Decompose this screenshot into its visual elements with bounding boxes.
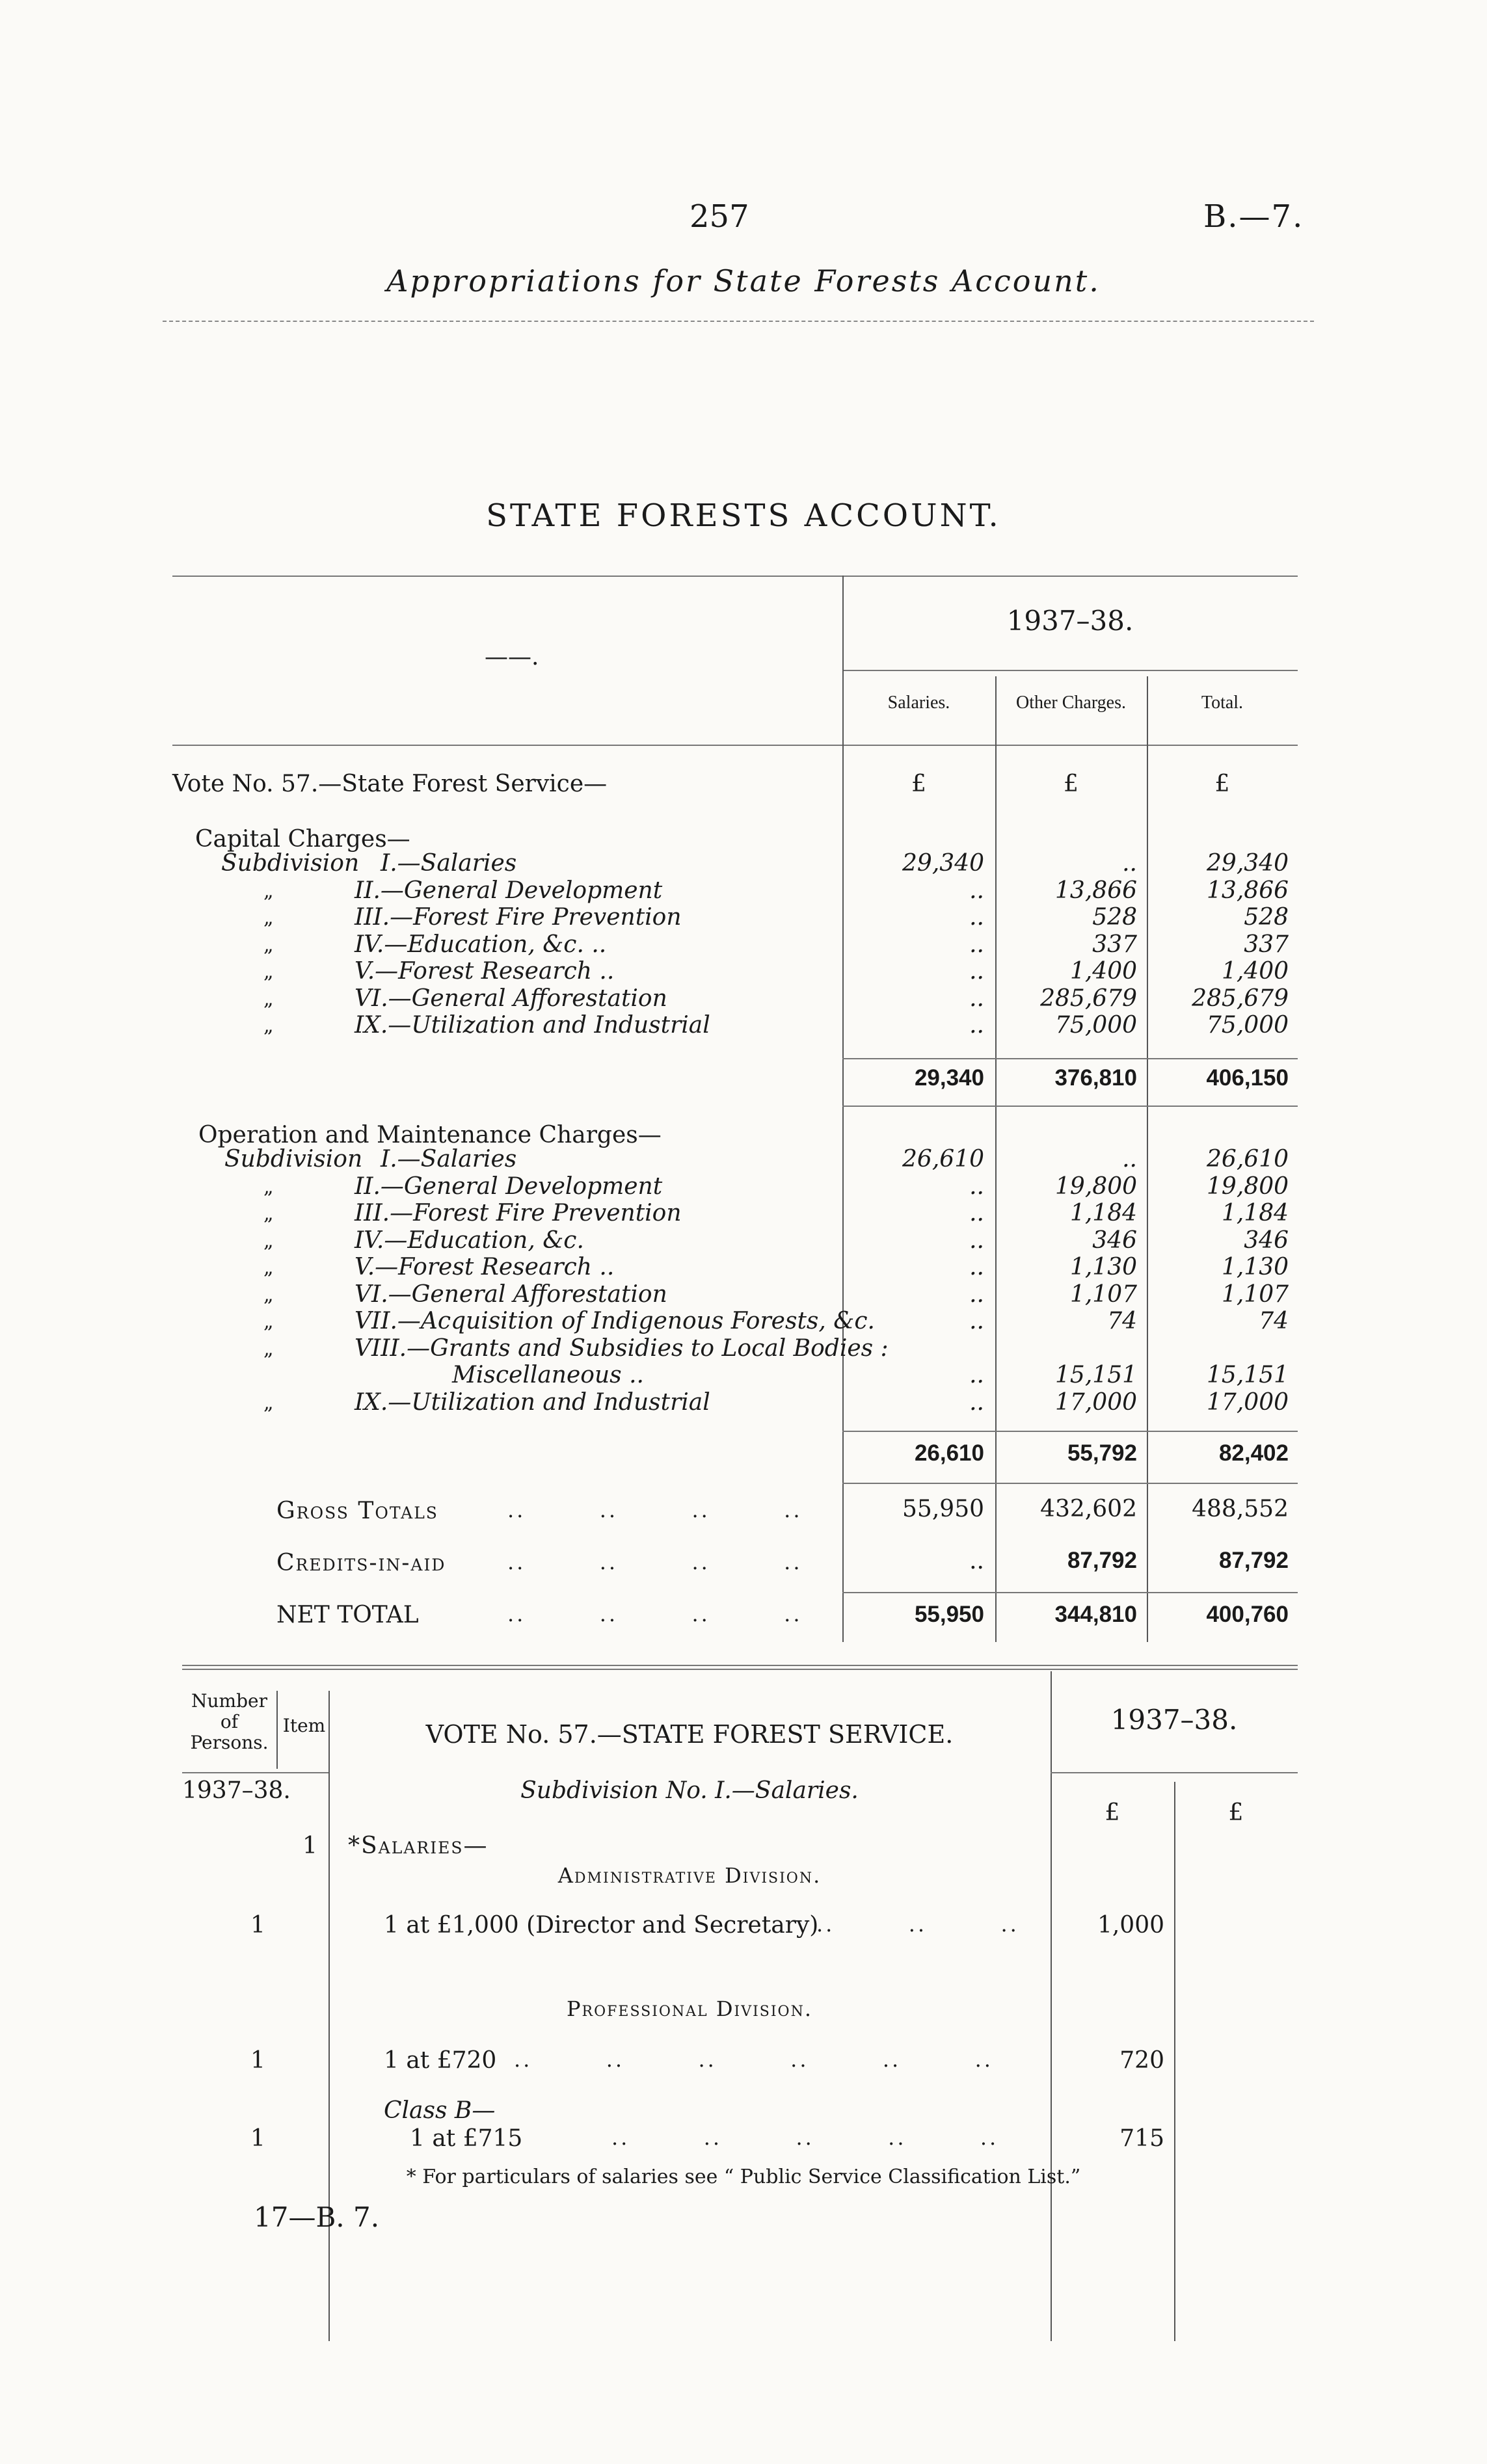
capital-subdivision-word: Subdivision [221, 850, 360, 877]
operation-row-label: Miscellaneous .. [452, 1362, 644, 1388]
operation-row-other: 1,130 [1069, 1254, 1137, 1280]
net-total-label: NET TOTAL [276, 1602, 419, 1628]
capital-total-rule [842, 1058, 1298, 1059]
document-reference: B.—7. [1203, 198, 1304, 235]
capital-row-ditto: „ [263, 987, 274, 1011]
table1-top-rule [172, 576, 1298, 577]
capital-total-total: 406,150 [1206, 1065, 1289, 1091]
operation-row-salaries: .. [969, 1226, 984, 1254]
capital-total-bottom-rule [842, 1106, 1298, 1107]
operation-row-label: V.—Forest Research .. [355, 1254, 615, 1280]
operation-row-total: 19,800 [1207, 1172, 1289, 1200]
capital-row-label: II.—General Development [355, 877, 663, 904]
classb-row-text: 1 at £715 [410, 2125, 523, 2152]
operation-subdivision-word: Subdivision [224, 1146, 363, 1172]
operation-heading: Operation and Maintenance Charges— [198, 1122, 662, 1148]
prof-persons: 1 [250, 2047, 265, 2074]
operation-row-salaries: 26,610 [902, 1146, 984, 1172]
stub-dash: ——. [485, 644, 539, 670]
operation-row-other: 74 [1107, 1308, 1137, 1334]
operation-row-ditto: „ [263, 1310, 274, 1333]
currency-other: £ [1064, 771, 1078, 797]
operation-row-total: 1,184 [1221, 1200, 1289, 1226]
persons-header-rule [182, 1772, 328, 1773]
capital-row-label: IX.—Utilization and Industrial [355, 1012, 710, 1039]
capital-row-salaries: .. [969, 1012, 984, 1039]
subdivision-heading: Subdivision No. I.—Salaries. [520, 1777, 859, 1804]
operation-row-salaries: .. [969, 1388, 984, 1416]
operation-row-salaries: .. [969, 1308, 984, 1334]
capital-row-ditto: „ [263, 960, 274, 983]
operation-total-bottom-rule [842, 1483, 1298, 1484]
gross-total: 488,552 [1192, 1496, 1289, 1522]
table2-year: 1937–38. [1110, 1704, 1238, 1736]
operation-total-rule [842, 1431, 1298, 1432]
capital-row-other: 75,000 [1055, 1012, 1137, 1039]
net-total: 400,760 [1206, 1602, 1289, 1627]
operation-row-salaries: .. [969, 1172, 984, 1200]
capital-row-label: VI.—General Afforestation [355, 985, 667, 1012]
table2-currency-2: £ [1228, 1799, 1244, 1826]
table1-year: 1937–38. [1006, 605, 1134, 637]
gross-leaders: .. .. .. .. [507, 1498, 803, 1522]
operation-row-label: II.—General Development [355, 1172, 663, 1200]
operation-row-ditto: „ [263, 1283, 274, 1306]
operation-row-label: IX.—Utilization and Industrial [355, 1388, 710, 1416]
admin-amount: 1,000 [1097, 1912, 1164, 1939]
table2-top-rule [182, 1665, 1298, 1666]
col-salaries: Salaries. [887, 693, 950, 713]
operation-row-total: 26,610 [1207, 1146, 1289, 1172]
capital-row-other: 13,866 [1055, 877, 1137, 904]
professional-division: Professional Division. [566, 1996, 812, 2021]
capital-row-ditto: „ [263, 1014, 274, 1037]
operation-row-ditto: „ [263, 1229, 274, 1252]
capital-row-label: IV.—Education, &c. .. [355, 931, 607, 958]
operation-row-ditto: „ [263, 1256, 274, 1279]
credits-in-aid-label: Credits-in-aid [276, 1550, 446, 1576]
classb-amount: 715 [1119, 2125, 1164, 2152]
operation-row-salaries: .. [969, 1362, 984, 1388]
admin-row-text: 1 at £1,000 (Director and Secretary) [384, 1912, 819, 1939]
capital-row-salaries: .. [969, 985, 984, 1012]
capital-row-total: 528 [1244, 904, 1289, 931]
operation-row-label: VIII.—Grants and Subsidies to Local Bodies : [355, 1334, 889, 1362]
operation-row-other: 15,151 [1055, 1362, 1137, 1388]
operation-row-ditto: „ [263, 1391, 274, 1414]
persons-year: 1937–38. [182, 1777, 291, 1804]
vote-label: Vote No. 57.—State Forest Service— [172, 771, 608, 797]
operation-row-salaries: .. [969, 1280, 984, 1308]
net-leaders: .. .. .. .. [507, 1602, 803, 1626]
operation-row-ditto: „ [263, 1175, 274, 1199]
credits-other: 87,792 [1067, 1548, 1137, 1573]
net-other: 344,810 [1054, 1602, 1137, 1627]
capital-row-salaries: .. [969, 931, 984, 958]
operation-total-salaries: 26,610 [914, 1440, 984, 1466]
admin-persons: 1 [250, 1912, 265, 1939]
capital-row-ditto: „ [263, 879, 274, 903]
amount-rule-2 [1174, 1782, 1175, 2341]
operation-row-salaries: .. [969, 1254, 984, 1280]
capital-row-salaries: .. [969, 958, 984, 985]
currency-total: £ [1214, 771, 1230, 797]
operation-row-label: VI.—General Afforestation [355, 1280, 667, 1308]
capital-row-ditto: „ [263, 933, 274, 957]
operation-row-other: .. [1122, 1146, 1137, 1172]
table2-top-rule-double [182, 1669, 1298, 1670]
vote-heading: VOTE No. 57.—STATE FOREST SERVICE. [425, 1720, 954, 1749]
credits-leaders: .. .. .. .. [507, 1550, 803, 1574]
operation-row-label: I.—Salaries [381, 1146, 517, 1172]
capital-row-other: 285,679 [1040, 985, 1137, 1012]
capital-row-total: 75,000 [1207, 1012, 1289, 1039]
header-rule [163, 321, 1314, 322]
operation-row-label: III.—Forest Fire Prevention [355, 1200, 682, 1226]
classb-persons: 1 [250, 2125, 265, 2152]
footnote: * For particulars of salaries see “ Public Service Classification List.” [406, 2166, 1081, 2188]
capital-heading: Capital Charges— [195, 826, 410, 853]
salaries-label: *Salaries— [348, 1833, 489, 1859]
col-number-of-persons: Number of Persons. [190, 1690, 269, 1753]
operation-row-total: 17,000 [1207, 1388, 1289, 1416]
credits-salaries: .. [969, 1548, 984, 1574]
capital-total-other: 376,810 [1054, 1065, 1137, 1091]
page-number: 257 [690, 198, 749, 235]
admin-leaders: .. .. .. [816, 1912, 1019, 1937]
operation-row-total: 1,130 [1221, 1254, 1289, 1280]
operation-row-other: 346 [1092, 1226, 1137, 1254]
capital-row-label: I.—Salaries [381, 850, 517, 877]
currency-salaries: £ [911, 771, 926, 797]
persons-rule [276, 1691, 278, 1769]
prof-row-text: 1 at £720 [384, 2047, 497, 2074]
operation-row-total: 15,151 [1207, 1362, 1289, 1388]
col-item: Item [282, 1715, 326, 1736]
gross-salaries: 55,950 [902, 1496, 984, 1522]
operation-row-total: 1,107 [1221, 1280, 1289, 1308]
gross-totals-label: Gross Totals [276, 1498, 438, 1524]
capital-row-salaries: .. [969, 904, 984, 931]
col-total: Total. [1201, 693, 1244, 713]
signature-mark: 17—B. 7. [254, 2201, 380, 2233]
operation-row-other: 1,107 [1069, 1280, 1137, 1308]
col-other-charges: Other Charges. [1016, 693, 1126, 713]
capital-total-salaries: 29,340 [914, 1065, 984, 1091]
capital-row-total: 337 [1244, 931, 1289, 958]
account-title: STATE FORESTS ACCOUNT. [486, 497, 1001, 534]
operation-row-ditto: „ [263, 1202, 274, 1225]
capital-row-total: 285,679 [1192, 985, 1289, 1012]
operation-row-ditto: „ [263, 1337, 274, 1360]
operation-row-label: VII.—Acquisition of Indigenous Forests, &c. [355, 1308, 875, 1334]
table2-currency-1: £ [1105, 1799, 1120, 1826]
capital-row-ditto: „ [263, 907, 274, 929]
operation-row-other: 17,000 [1055, 1388, 1137, 1416]
capital-row-label: V.—Forest Research .. [355, 958, 615, 985]
capital-row-other: .. [1122, 850, 1137, 877]
capital-row-other: 528 [1092, 904, 1137, 931]
operation-row-other: 19,800 [1055, 1172, 1137, 1200]
column-rule-salaries [842, 576, 844, 1642]
capital-row-salaries: 29,340 [902, 850, 984, 877]
class-b-label: Class B— [384, 2097, 496, 2124]
running-title: Appropriations for State Forests Account. [386, 263, 1101, 298]
operation-total-other: 55,792 [1067, 1440, 1137, 1466]
capital-row-salaries: .. [969, 877, 984, 904]
capital-row-label: III.—Forest Fire Prevention [355, 904, 682, 931]
capital-row-total: 29,340 [1207, 850, 1289, 877]
operation-row-label: IV.—Education, &c. [355, 1226, 584, 1254]
table1-header-rule [172, 745, 1298, 746]
item-number: 1 [302, 1833, 317, 1859]
operation-total-total: 82,402 [1218, 1440, 1289, 1466]
year-rule [842, 670, 1298, 671]
operation-row-total: 346 [1244, 1226, 1289, 1254]
gross-other: 432,602 [1040, 1496, 1137, 1522]
capital-row-other: 1,400 [1069, 958, 1137, 985]
operation-row-salaries: .. [969, 1200, 984, 1226]
capital-row-other: 337 [1092, 931, 1137, 958]
prof-leaders: .. .. .. .. .. .. [514, 2047, 993, 2072]
capital-row-total: 13,866 [1207, 877, 1289, 904]
credits-total: 87,792 [1218, 1548, 1289, 1573]
operation-row-total: 74 [1259, 1308, 1289, 1334]
capital-row-total: 1,400 [1221, 958, 1289, 985]
prof-amount: 720 [1119, 2047, 1164, 2074]
administrative-division: Administrative Division. [557, 1863, 822, 1888]
classb-leaders: .. .. .. .. .. [611, 2125, 999, 2150]
operation-row-other: 1,184 [1069, 1200, 1137, 1226]
net-salaries: 55,950 [914, 1602, 984, 1627]
net-top-rule [842, 1592, 1298, 1593]
table2-year-rule [1051, 1772, 1298, 1773]
